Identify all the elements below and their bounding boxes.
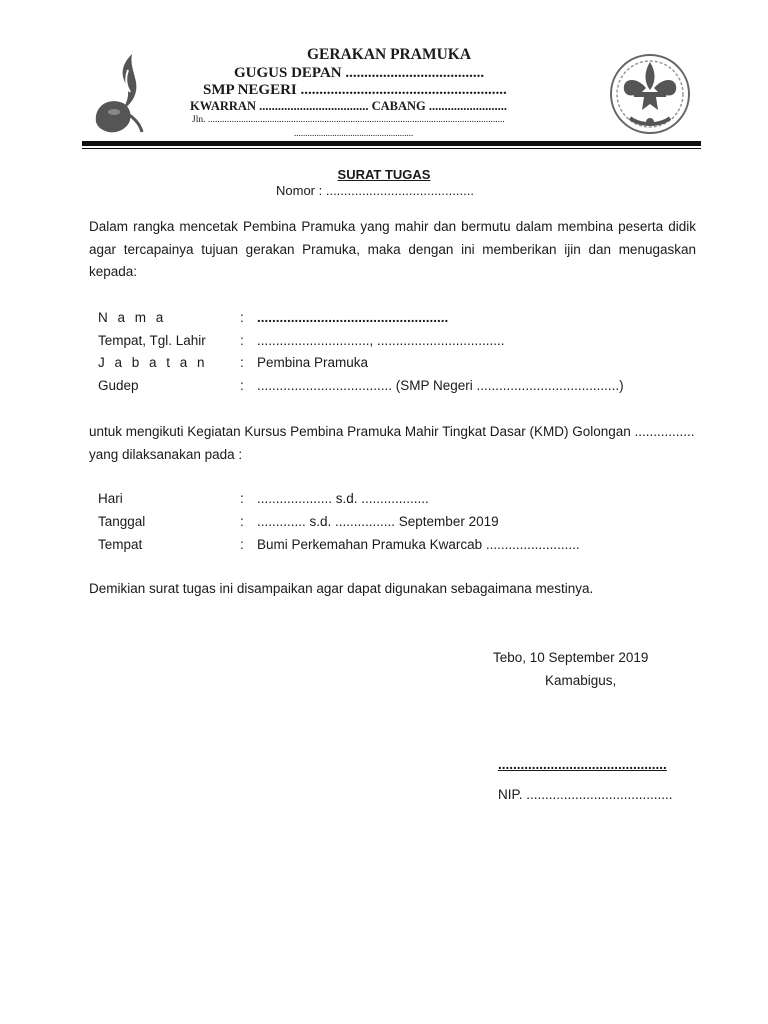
row-colon: :: [240, 378, 244, 393]
row-label: Tempat, Tgl. Lahir: [98, 333, 206, 348]
document-number: Nomor : .........................................: [276, 183, 474, 198]
row-label: Tanggal: [98, 514, 146, 529]
row-label: Hari: [98, 491, 123, 506]
row-colon: :: [240, 491, 244, 506]
gugus-depan-line: GUGUS DEPAN .....................................: [234, 65, 485, 81]
row-value: Bumi Perkemahan Pramuka Kwarcab .........................: [257, 537, 580, 552]
row-label: J a b a t a n: [98, 355, 208, 370]
row-value: .................................... (SMP Negeri ......................................): [257, 378, 624, 393]
intro-paragraph: Dalam rangka mencetak Pembina Pramuka yang mahir dan bermutu dalam membina peserta didik agar tercapainya tujuan gerakan Pramuka, maka dengan ini memberikan ijin dan menugaskan kepada:: [89, 219, 696, 279]
row-colon: :: [240, 514, 244, 529]
identity-row-gudep: [98, 378, 698, 400]
signature-place-date: Tebo, 10 September 2019: [493, 650, 649, 665]
row-label: Tempat: [98, 537, 143, 552]
school-line: SMP NEGERI .......................................................: [203, 82, 507, 98]
kwarran-cabang-line: KWARRAN ................................... CABANG .........................: [190, 99, 508, 113]
row-value: .................... s.d. ..................: [257, 491, 429, 506]
signature-name-line: .............................................: [498, 757, 667, 772]
signature-nip: NIP. .......................................: [498, 787, 673, 802]
identity-row-ttl: [98, 333, 698, 355]
header-divider-thick: [82, 141, 701, 146]
row-value: .............................., ..................................: [257, 333, 505, 348]
address-line-2: .....................................................: [294, 128, 414, 138]
row-label: N a m a: [98, 310, 167, 325]
header-divider-thin: [82, 148, 701, 149]
purpose-paragraph: untuk mengikuti Kegiatan Kursus Pembina Pramuka Mahir Tingkat Dasar (KMD) Golongan ................ yang dilaksanakan pada :: [89, 424, 695, 462]
row-value: Pembina Pramuka: [257, 355, 369, 370]
signature-position: Kamabigus,: [545, 673, 617, 688]
row-value: ...................................................: [257, 310, 449, 325]
schedule-row-tempat: [98, 537, 698, 559]
scout-fleur-de-lis-emblem: [606, 52, 694, 138]
row-colon: :: [240, 537, 244, 552]
closing-paragraph: Demikian surat tugas ini disampaikan agar dapat digunakan sebagaimana mestinya.: [89, 581, 594, 596]
row-colon: :: [240, 333, 244, 348]
row-label: Gudep: [98, 378, 139, 393]
org-name: GERAKAN PRAMUKA: [306, 46, 472, 63]
identity-row-jabatan: [98, 355, 698, 377]
document-title: SURAT TUGAS: [337, 167, 431, 182]
row-value: ............. s.d. ................ September 2019: [257, 514, 499, 529]
row-colon: :: [240, 310, 244, 325]
row-colon: :: [240, 355, 244, 370]
address-line: Jln. .............................................................................................................................: [192, 115, 505, 125]
identity-row-nama: [98, 310, 698, 332]
tunas-kelapa-logo: [92, 52, 152, 136]
schedule-row-tanggal: [98, 514, 698, 536]
schedule-row-hari: [98, 491, 698, 513]
